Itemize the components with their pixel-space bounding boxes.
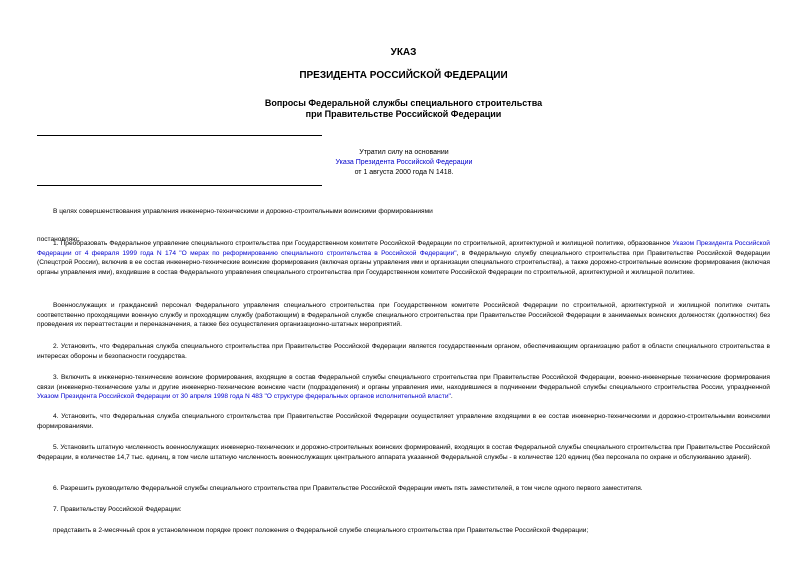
- divider-top: [37, 135, 322, 136]
- paragraph-7-1: представить в 2-месячный срок в установленном порядке проект положения о Федеральной службе специального строительства при Правительстве Российской Федерации;: [53, 527, 589, 534]
- decree-issuer: ПРЕЗИДЕНТА РОССИЙСКОЙ ФЕДЕРАЦИИ: [299, 70, 508, 81]
- decree-topic-line1: Вопросы Федеральной службы специального строительства: [264, 98, 543, 108]
- status-note: [322, 148, 486, 178]
- paragraph-1: [37, 239, 770, 277]
- divider-bottom: [37, 185, 322, 186]
- decree-topic-line2: при Правительстве Российской Федерации: [305, 109, 502, 119]
- p3-decree-link[interactable]: Указом Президента Российской Федерации от 30 апреля 1998 года N 483 "О структуре федеральных органов исполнительной власти": [37, 393, 451, 401]
- paragraph-7: 7. Правительству Российской Федерации:: [53, 506, 182, 513]
- status-link[interactable]: Указа Президента Российской Федерации: [335, 159, 473, 166]
- status-line1: Утратил силу на основании: [359, 149, 449, 156]
- p1-text-b: , в Федеральную службу специального строительства при Правительстве Российской Федерации (Спецстрой России), включив в ее состав инженерно-технические воинские формирования (включая органы управления ими и организации специального строительства), а также дорожно-строительные воинские формирования (включая органы управления ими), входившие в состав Федерального управления специального строительства при Государственном комитете Российской Федерации по строительной, архитектурной и жилищной политике.: [37, 249, 770, 276]
- p3-text-a: 3. Включить в инженерно-технические воинские формирования, входящие в состав Федеральной службы специального строительства при Правительстве Российской Федерации, военно-инженерные технические формирования связи (инженерно-технические узлы и другие инженерно-технические воинские части (подразделения) и органы управления ими, находившиеся в подчинении Федеральной службы специального строительства России, упраздненной: [37, 374, 770, 391]
- decree-title: УКАЗ: [390, 47, 417, 58]
- paragraph-6: 6. Разрешить руководителю Федеральной службы специального строительства при Правительстве Российской Федерации иметь пять заместителей, в том числе одного первого заместителя.: [53, 485, 643, 492]
- p1-text-a: 1. Преобразовать Федеральное управление специального строительства при Государственном комитете Российской Федерации по строительной, архитектурной и жилищной политике, образованное: [53, 240, 673, 247]
- paragraph-2: 2. Установить, что Федеральная служба специального строительства при Правительстве Российской Федерации является государственным органом, обеспечивающим организацию работ в области специального строительства в интересах обороны и безопасности государства.: [37, 343, 770, 360]
- paragraph-1-2: Военнослужащих и гражданский персонал Федерального управления специального строительства при Государственном комитете Российской Федерации по строительной, архитектурной и жилищной политике считать соответственно проходящими военную службу и проходящим службу (работающим) в Федеральной службе специального строительства при Правительстве Российской Федерации в занимаемых воинских должностях (должностях) без проведения их переаттестации и переназначения, а также без осуществления организационно-штатных мероприятий.: [37, 302, 770, 329]
- resolve-paragraph: постановляю:: [37, 235, 80, 243]
- status-line3: от 1 августа 2000 года N 1418.: [354, 169, 454, 176]
- intro-paragraph: В целях совершенствования управления инженерно-техническими и дорожно-строительными воинскими формированиями: [53, 208, 433, 215]
- decree-topic: [0, 98, 807, 120]
- p3-text-b: .: [450, 393, 453, 401]
- p1-decree-link[interactable]: Указом Президента Российской Федерации от 4 февраля 1999 года N 174 "О мерах по реформированию специального строительства в Российской Федерации": [37, 240, 770, 257]
- paragraph-5: 5. Установить штатную численность военнослужащих инженерно-технических и дорожно-строительных воинских формирований, входящих в состав Федеральной службы специального строительства при Правительстве Российской Федерации, в количестве 14,7 тыс. единиц, в том числе штатную численность военнослужащих центрального аппарата указанной Федеральной службы - в количестве 120 единиц (без персонала по охране и обслуживанию зданий).: [37, 444, 770, 461]
- paragraph-3: [37, 373, 770, 402]
- paragraph-4: 4. Установить, что Федеральная служба специального строительства при Правительстве Российской Федерации осуществляет управление входящими в ее состав инженерно-техническими и дорожно-строительными воинскими формированиями.: [37, 413, 770, 430]
